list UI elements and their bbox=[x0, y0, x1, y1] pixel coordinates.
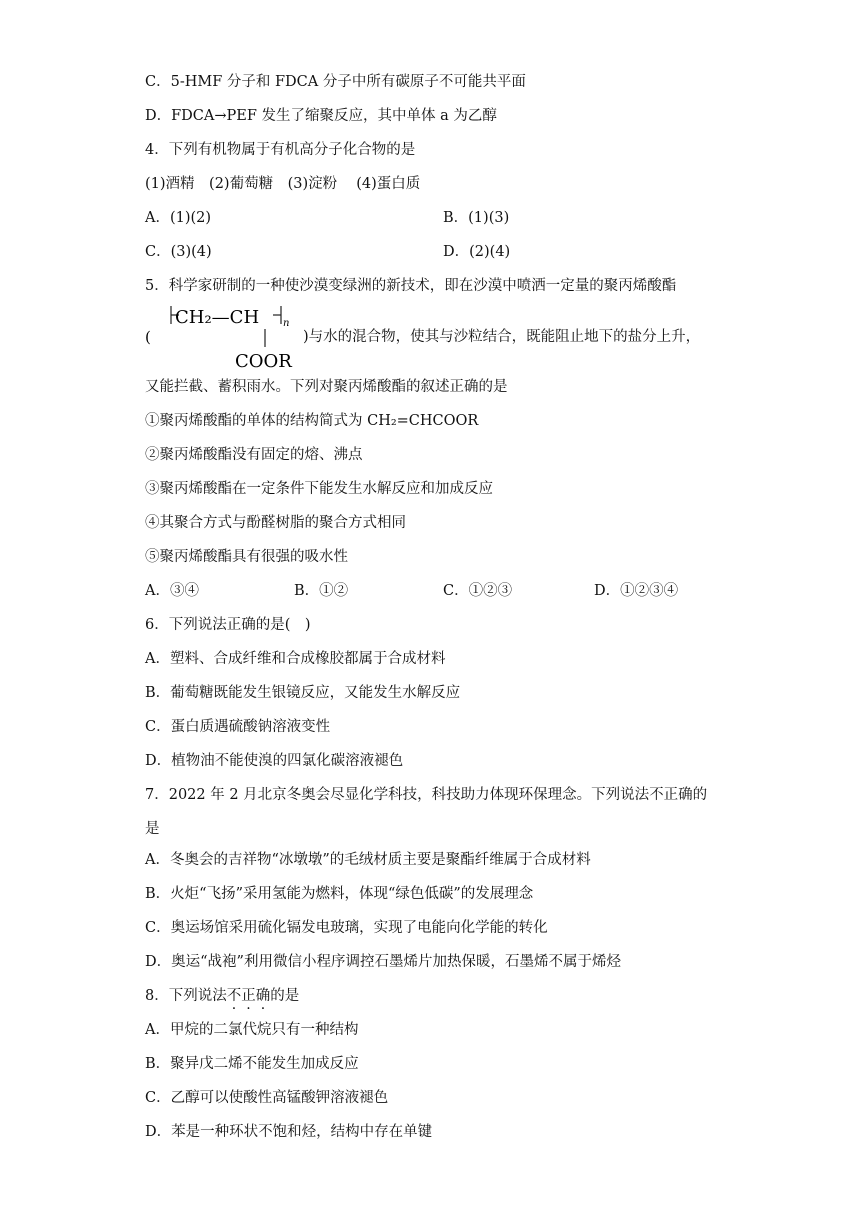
q8-stem bbox=[145, 986, 299, 1006]
q4-items: (1)酒精 (2)葡萄糖 (3)淀粉 (4)蛋白质 bbox=[145, 176, 421, 192]
q7-stem-line2: 是 bbox=[145, 821, 160, 837]
q5-statement-2: ②聚丙烯酸酯没有固定的熔、沸点 bbox=[145, 447, 363, 463]
q7-stem-line1: 7．2022 年 2 月北京冬奥会尽显化学科技，科技助力体现环保理念。下列说法不正确的 bbox=[145, 787, 708, 803]
q6-option-d: D．植物油不能使溴的四氯化碳溶液褪色 bbox=[145, 753, 404, 769]
q8-emphasis-char-2: 正 bbox=[241, 988, 256, 1004]
q6-option-b: B．葡萄糖既能发生银镜反应，又能发生水解反应 bbox=[145, 685, 461, 701]
q8-stem-post: 的是 bbox=[270, 988, 300, 1004]
q4-option-d: D．(2)(4) bbox=[443, 244, 511, 260]
formula-side-group: COOR bbox=[235, 351, 292, 372]
q8-option-c: C．乙醇可以使酸性高锰酸钾溶液褪色 bbox=[145, 1090, 389, 1106]
q6-option-c: C．蛋白质遇硫酸钠溶液变性 bbox=[145, 719, 331, 735]
q8-stem-pre: 8．下列说法 bbox=[145, 988, 227, 1004]
q8-option-d: D．苯是一种环状不饱和烃，结构中存在单键 bbox=[145, 1124, 433, 1140]
q5-option-a: A．③④ bbox=[145, 583, 199, 599]
q4-option-b: B．(1)(3) bbox=[443, 210, 510, 226]
q8-emphasis-char-3: 确 bbox=[255, 988, 271, 1004]
q4-option-a: A．(1)(2) bbox=[145, 210, 212, 226]
q8-option-b: B．聚异戊二烯不能发生加成反应 bbox=[145, 1056, 359, 1072]
q4-option-c: C．(3)(4) bbox=[145, 244, 212, 260]
q7-option-d: D．奥运“战袍”利用微信小程序调控石墨烯片加热保暖，石墨烯不属于烯烃 bbox=[145, 954, 621, 970]
q7-option-a: A．冬奥会的吉祥物“冰墩墩”的毛绒材质主要是聚酯纤维属于合成材料 bbox=[145, 852, 591, 868]
q5-statement-4: ④其聚合方式与酚醛树脂的聚合方式相同 bbox=[145, 515, 406, 531]
q6-stem: 6．下列说法正确的是( ) bbox=[145, 617, 311, 633]
q7-option-b: B．火炬“飞扬”采用氢能为燃料，体现“绿色低碳”的发展理念 bbox=[145, 886, 534, 902]
q8-option-a: A．甲烷的二氯代烷只有一种结构 bbox=[145, 1022, 359, 1038]
q8-emphasis-char-1: 不 bbox=[226, 988, 242, 1004]
q5-option-b: B．①② bbox=[294, 583, 349, 599]
q7-option-c: C．奥运场馆采用硫化镉发电玻璃，实现了电能向化学能的转化 bbox=[145, 920, 548, 936]
formula-repeat-unit: CH₂—CH bbox=[175, 307, 260, 328]
q5-option-d: D．①②③④ bbox=[594, 583, 679, 599]
q6-option-a: A．塑料、合成纤维和合成橡胶都属于合成材料 bbox=[145, 651, 446, 667]
q5-stem-cont: )与水的混合物，使其与沙粒结合，既能阻止地下的盐分上升， bbox=[303, 329, 701, 345]
q5-statement-3: ③聚丙烯酸酯在一定条件下能发生水解反应和加成反应 bbox=[145, 481, 493, 497]
q4-stem: 4．下列有机物属于有机高分子化合物的是 bbox=[145, 142, 416, 158]
q5-statement-5: ⑤聚丙烯酸酯具有很强的吸水性 bbox=[145, 549, 348, 565]
q3-option-d: D．FDCA→PEF 发生了缩聚反应，其中单体 a 为乙醇 bbox=[145, 108, 497, 124]
q5-stem-line3: 又能拦截、蓄积雨水。下列对聚丙烯酸酯的叙述正确的是 bbox=[145, 379, 508, 395]
q3-option-c: C．5-HMF 分子和 FDCA 分子中所有碳原子不可能共平面 bbox=[145, 74, 526, 90]
formula-n: n bbox=[283, 318, 290, 329]
q5-stem: 5．科学家研制的一种使沙漠变绿洲的新技术，即在沙漠中喷洒一定量的聚丙烯酸酯 bbox=[145, 278, 677, 294]
q5-statement-1: ①聚丙烯酸酯的单体的结构简式为 CH₂=CHCOOR bbox=[145, 413, 479, 429]
formula-open-paren: ( bbox=[145, 328, 151, 346]
q5-option-c: C．①②③ bbox=[443, 583, 513, 599]
